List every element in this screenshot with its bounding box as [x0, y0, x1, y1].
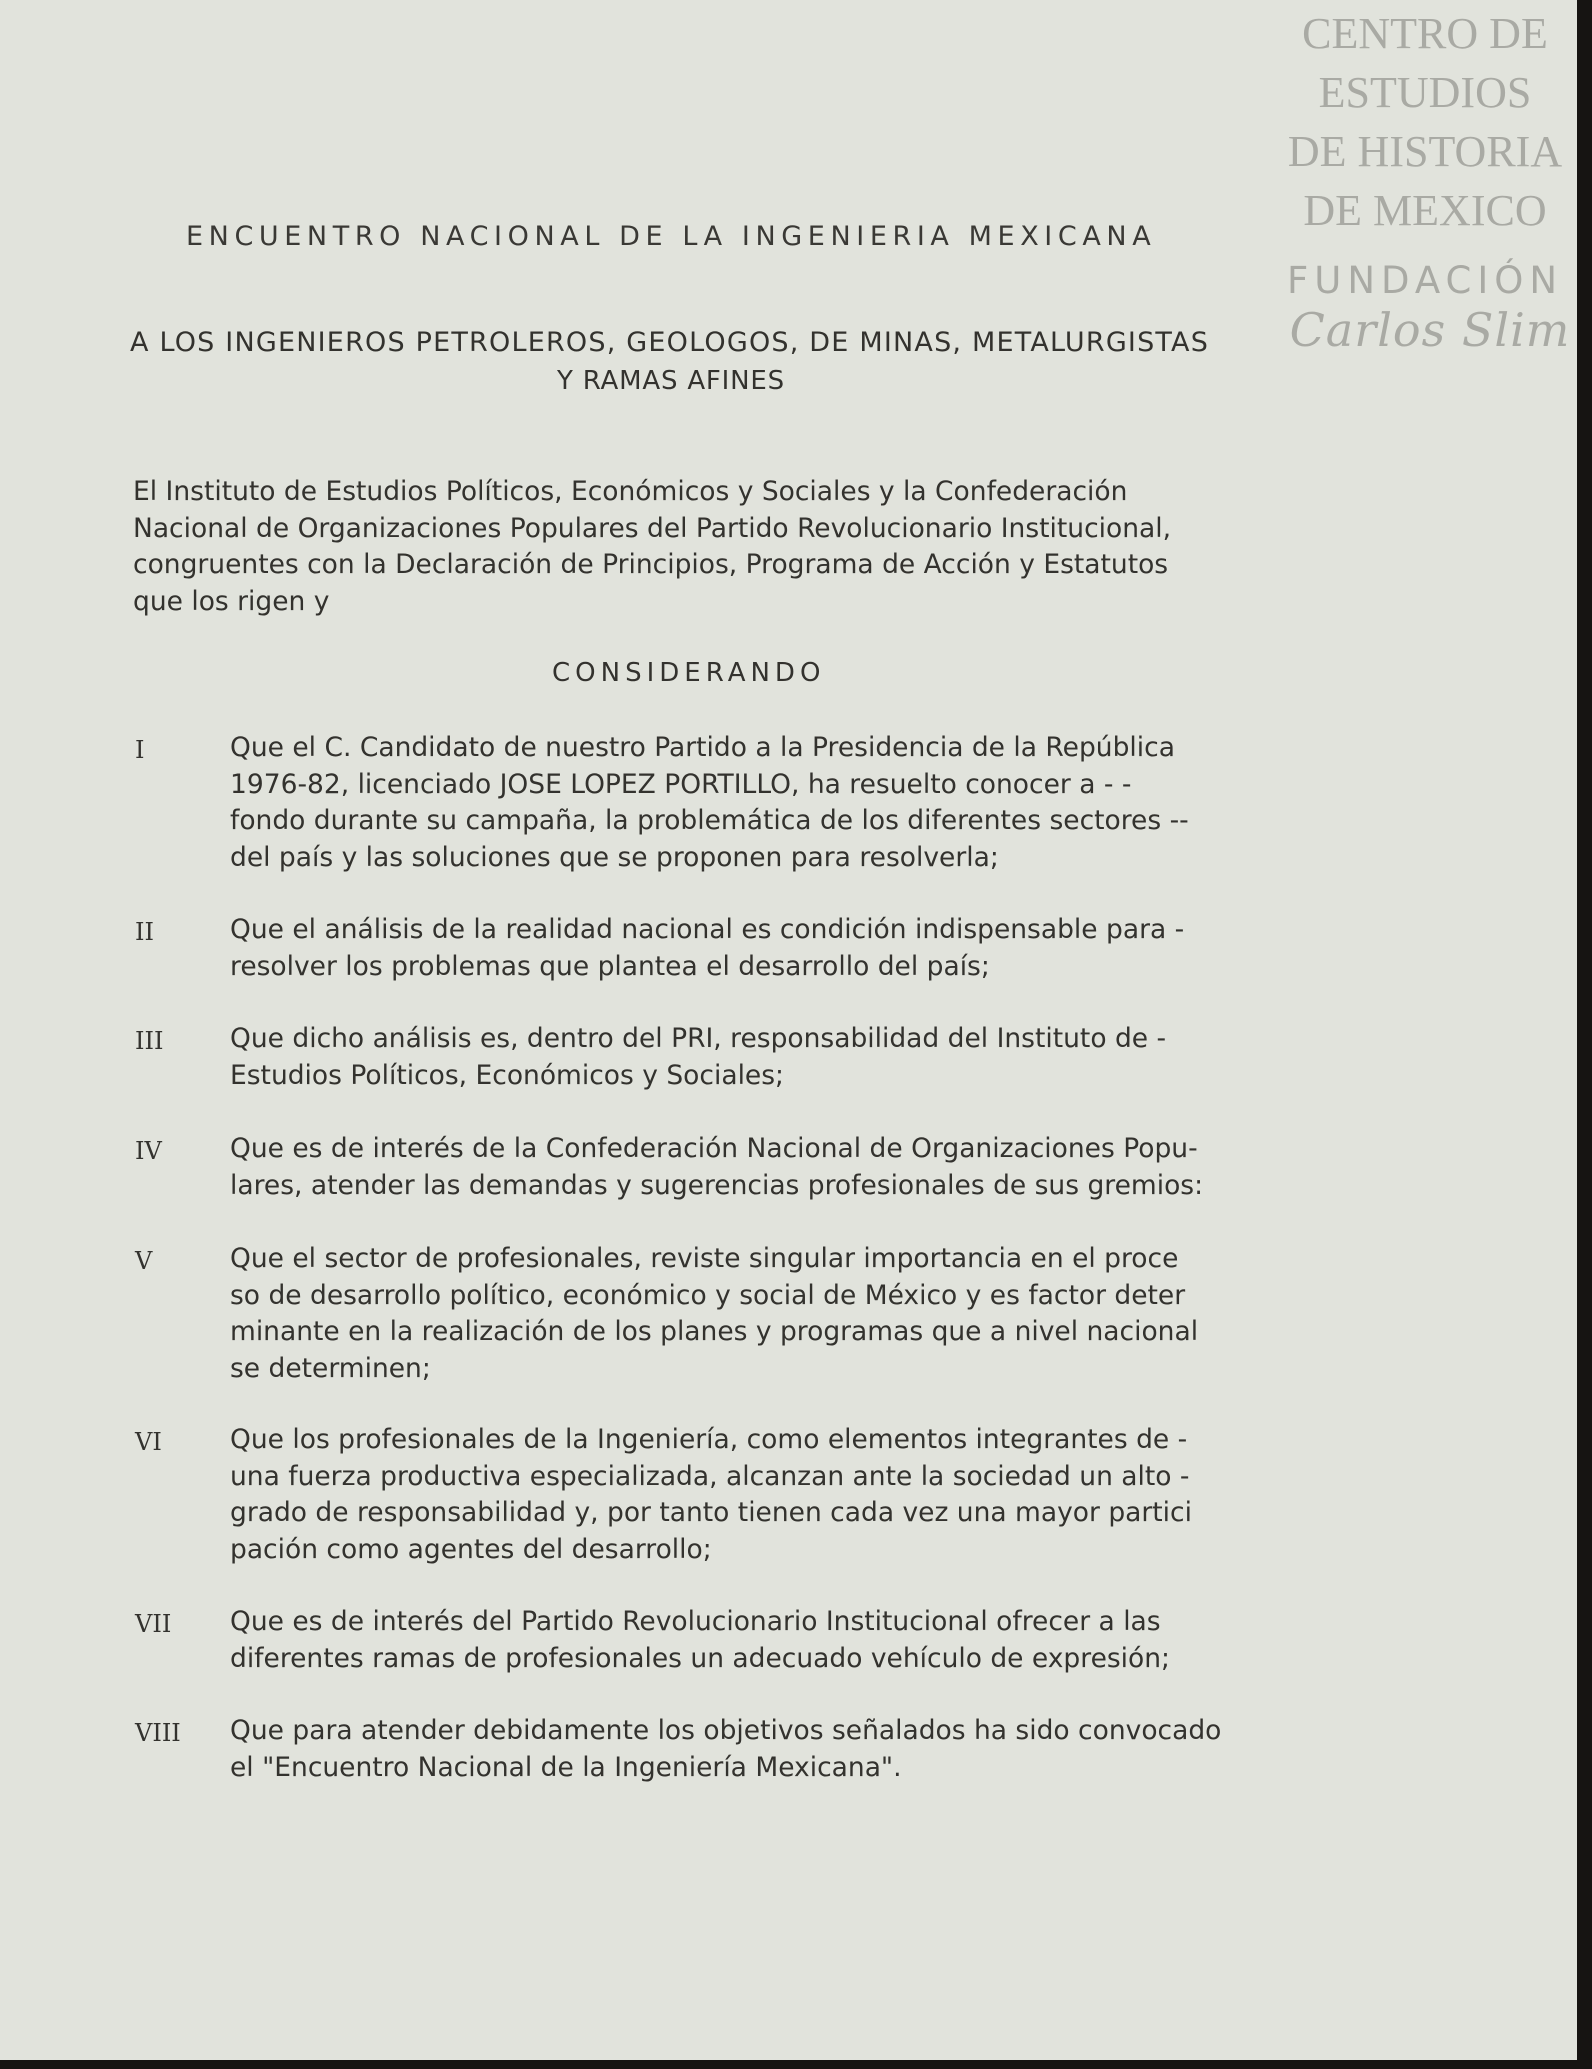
- item-line: Que el análisis de la realidad nacional es condición indispensable para -: [230, 914, 1185, 945]
- item-text: [230, 1131, 1203, 1204]
- item-numeral: V: [135, 1247, 153, 1275]
- item-line: se determinen;: [230, 1352, 431, 1384]
- item-line: Que es de interés del Partido Revolucionario Institucional ofrecer a las: [230, 1606, 1161, 1637]
- item-line: grado de responsabilidad y, por tanto tienen cada vez una mayor partici: [230, 1497, 1192, 1528]
- watermark-line: DE HISTORIA: [1287, 127, 1563, 176]
- item-line: Que el C. Candidato de nuestro Partido a la Presidencia de la República: [230, 732, 1175, 763]
- watermark-line: CENTRO DE: [1302, 9, 1548, 58]
- item-text: [230, 1241, 1198, 1387]
- item-line: diferentes ramas de profesionales un adecuado vehículo de expresión;: [230, 1642, 1170, 1674]
- item-line: del país y las soluciones que se proponen para resolverla;: [230, 841, 999, 873]
- item-text: [230, 912, 1184, 985]
- intro-paragraph: [133, 474, 1171, 620]
- item-line: Que para atender debidamente los objetivos señalados ha sido convocado: [230, 1715, 1222, 1746]
- item-text: [230, 730, 1189, 876]
- intro-line: congruentes con la Declaración de Principios, Programa de Acción y Estatutos: [133, 549, 1169, 580]
- item-text: [230, 1604, 1170, 1677]
- item-text: [230, 1021, 1166, 1094]
- item-line: 1976-82, licenciado JOSE LOPEZ PORTILLO, ha resuelto conocer a - -: [230, 768, 1132, 800]
- item-line: Que el sector de profesionales, reviste singular importancia en el proce: [230, 1243, 1179, 1274]
- item-line: pación como agentes del desarrollo;: [230, 1533, 712, 1565]
- document-title: ENCUENTRO NACIONAL DE LA INGENIERIA MEXICANA: [186, 221, 1157, 252]
- item-line: lares, atender las demandas y sugerencias profesionales de sus gremios:: [230, 1169, 1204, 1201]
- item-numeral: VII: [135, 1610, 172, 1638]
- watermark-foundation: FUNDACIÓN: [1286, 259, 1564, 302]
- archive-watermark: [1260, 4, 1577, 358]
- item-numeral: I: [135, 736, 145, 764]
- item-line: Estudios Políticos, Económicos y Sociales;: [230, 1059, 784, 1091]
- watermark-signature: Carlos Slim: [1289, 303, 1571, 357]
- addressee-line-2: Y RAMAS AFINES: [557, 366, 785, 396]
- item-numeral: VIII: [135, 1719, 181, 1747]
- considerando-heading: CONSIDERANDO: [552, 658, 826, 688]
- addressee-line-1: A LOS INGENIEROS PETROLEROS, GEOLOGOS, DE MINAS, METALURGISTAS: [130, 327, 1210, 358]
- intro-line: El Instituto de Estudios Políticos, Económicos y Sociales y la Confederación: [133, 476, 1128, 507]
- item-text: [230, 1713, 1221, 1786]
- item-line: Que es de interés de la Confederación Nacional de Organizaciones Popu-: [230, 1133, 1198, 1164]
- item-numeral: III: [135, 1027, 164, 1055]
- watermark-line: ESTUDIOS: [1318, 68, 1532, 117]
- item-line: resolver los problemas que plantea el desarrollo del país;: [230, 950, 990, 982]
- item-text: [230, 1422, 1192, 1568]
- item-line: so de desarrollo político, económico y social de México y es factor deter: [230, 1279, 1186, 1311]
- item-line: una fuerza productiva especializada, alcanzan ante la sociedad un alto -: [230, 1460, 1190, 1492]
- item-numeral: II: [135, 918, 154, 946]
- item-line: Que los profesionales de la Ingeniería, como elementos integrantes de -: [230, 1424, 1188, 1455]
- item-numeral: VI: [135, 1428, 162, 1456]
- item-line: Que dicho análisis es, dentro del PRI, responsabilidad del Instituto de -: [230, 1023, 1167, 1054]
- item-line: fondo durante su campaña, la problemática de los diferentes sectores --: [230, 805, 1189, 836]
- item-line: minante en la realización de los planes y programas que a nivel nacional: [230, 1316, 1199, 1347]
- intro-line: que los rigen y: [133, 585, 330, 617]
- item-numeral: IV: [135, 1137, 162, 1165]
- watermark-line: DE MEXICO: [1303, 186, 1547, 235]
- intro-line: Nacional de Organizaciones Populares del Partido Revolucionario Institucional,: [133, 512, 1172, 544]
- item-line: el "Encuentro Nacional de la Ingeniería Mexicana".: [230, 1751, 902, 1783]
